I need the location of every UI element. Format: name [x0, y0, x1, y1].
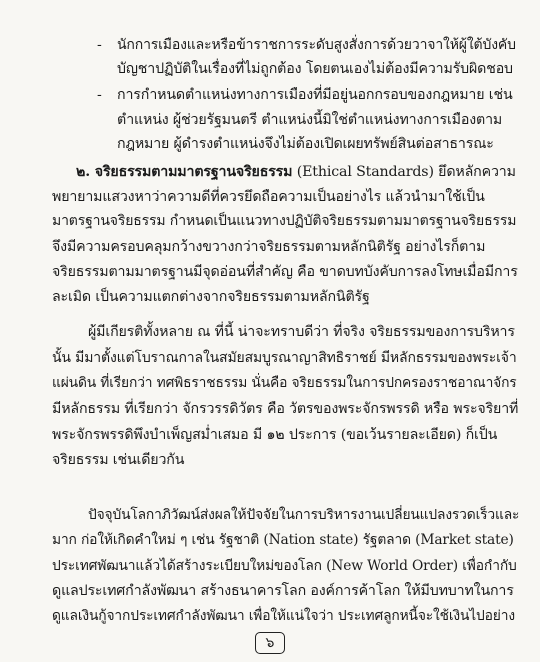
bullet-2-line-3: กฎหมาย ผู้ดำรงตำแหน่งจึงไม่ต้องเปิดเผยทรัพย์สินต่อสาธารณะ — [117, 136, 494, 152]
paragraph-3-line-4: ดูแลประเทศกำลังพัฒนา สร้างธนาคารโลก องค์การค้าโลก ให้มีบทบาทในการ — [52, 583, 514, 599]
bullet-1-line-2: บัญชาปฏิบัติในเรื่องที่ไม่ถูกต้อง โดยตนเองไม่ต้องมีความรับผิดชอบ — [117, 61, 513, 77]
bullet-2-line-1: การกำหนดตำแหน่งทางการเมืองที่มีอยู่นอกกรอบของกฎหมาย เช่น — [117, 87, 513, 103]
paragraph-2-line-1: ผู้มีเกียรติทั้งหลาย ณ ที่นี้ น่าจะทราบดีว่า ที่จริง จริยธรรมของการบริหาร — [88, 324, 515, 340]
section-2-line-5: ละเมิด เป็นความแตกต่างจากจริยธรรมตามหลักนิติรัฐ — [52, 289, 370, 305]
section-2-line-4: จริยธรรมตามมาตรฐานมีจุดอ่อนที่สำคัญ คือ ขาดบทบังคับการลงโทษเมื่อมีการ — [52, 264, 518, 280]
section-2-heading-bold: ๒. จริยธรรมตามมาตรฐานจริยธรรม — [76, 164, 293, 180]
section-2-line-2: มาตรฐานจริยธรรม กำหนดเป็นแนวทางปฏิบัติจริยธรรมตามมาตรฐานจริยธรรม — [52, 213, 517, 229]
bullet-2-line-2: ตำแหน่ง ผู้ช่วยรัฐมนตรี ตำแหน่งนี้มิใช่ตำแหน่งทางการเมืองตาม — [117, 112, 503, 128]
paragraph-2-line-4: มีหลักธรรม ที่เรียกว่า จักรวรรดิวัตร คือ วัตรของพระจักรพรรดิ หรือ พระจริยาที่ — [52, 401, 519, 417]
bullet-1-line-1: นักการเมืองและหรือข้าราชการระดับสูงสั่งการด้วยวาจาให้ผู้ใต้บังคับ — [117, 37, 516, 53]
section-2-heading-rest: (Ethical Standards) ยึดหลักความ — [292, 164, 516, 180]
section-2-line-1: พยายามแสวงหาว่าความดีที่ควรยึดถือความเป็นอย่างไร แล้วนำมาใช้เป็น — [52, 189, 485, 205]
paragraph-2-line-5: พระจักรพรรดิพึงบำเพ็ญสม่ำเสมอ มี ๑๒ ประการ (ขอเว้นรายละเอียด) ก็เป็น — [52, 427, 498, 443]
paragraph-3-line-5: ดูแลเงินกู้จากประเทศกำลังพัฒนา เพื่อให้แน่ใจว่า ประเทศลูกหนี้จะใช้เงินไปอย่าง — [52, 608, 515, 624]
paragraph-3-line-2: มาก ก่อให้เกิดคำใหม่ ๆ เช่น รัฐชาติ (Nation state) รัฐตลาด (Market state) — [52, 532, 514, 548]
paragraph-3-line-3: ประเทศพัฒนาแล้วได้สร้างระเบียบใหม่ของโลก (New World Order) เพื่อกำกับ — [52, 558, 517, 574]
section-2-heading — [76, 162, 516, 182]
section-2-line-3: จึงมีความครอบคลุมกว้างขวางกว่าจริยธรรมตามหลักนิติรัฐ อย่างไรก็ตาม — [52, 239, 486, 255]
bullet-dash: - — [97, 37, 102, 53]
paragraph-2-line-6: จริยธรรม เช่นเดียวกัน — [52, 452, 185, 468]
paragraph-3-line-1: ปัจจุบันโลกาภิวัฒน์ส่งผลให้ปัจจัยในการบริหารงานเปลี่ยนแปลงรวดเร็วและ — [88, 507, 520, 523]
bullet-dash: - — [97, 87, 102, 103]
page-number: ๖ — [255, 632, 285, 654]
paragraph-2-line-3: แผ่นดิน ที่เรียกว่า ทศพิธราชธรรม นั่นคือ จริยธรรมในการปกครองราชอาณาจักร — [52, 375, 517, 391]
paragraph-2-line-2: นั้น มีมาตั้งแต่โบราณกาลในสมัยสมบูรณาญาสิทธิราชย์ มีหลักธรรมของพระเจ้า — [52, 350, 517, 366]
